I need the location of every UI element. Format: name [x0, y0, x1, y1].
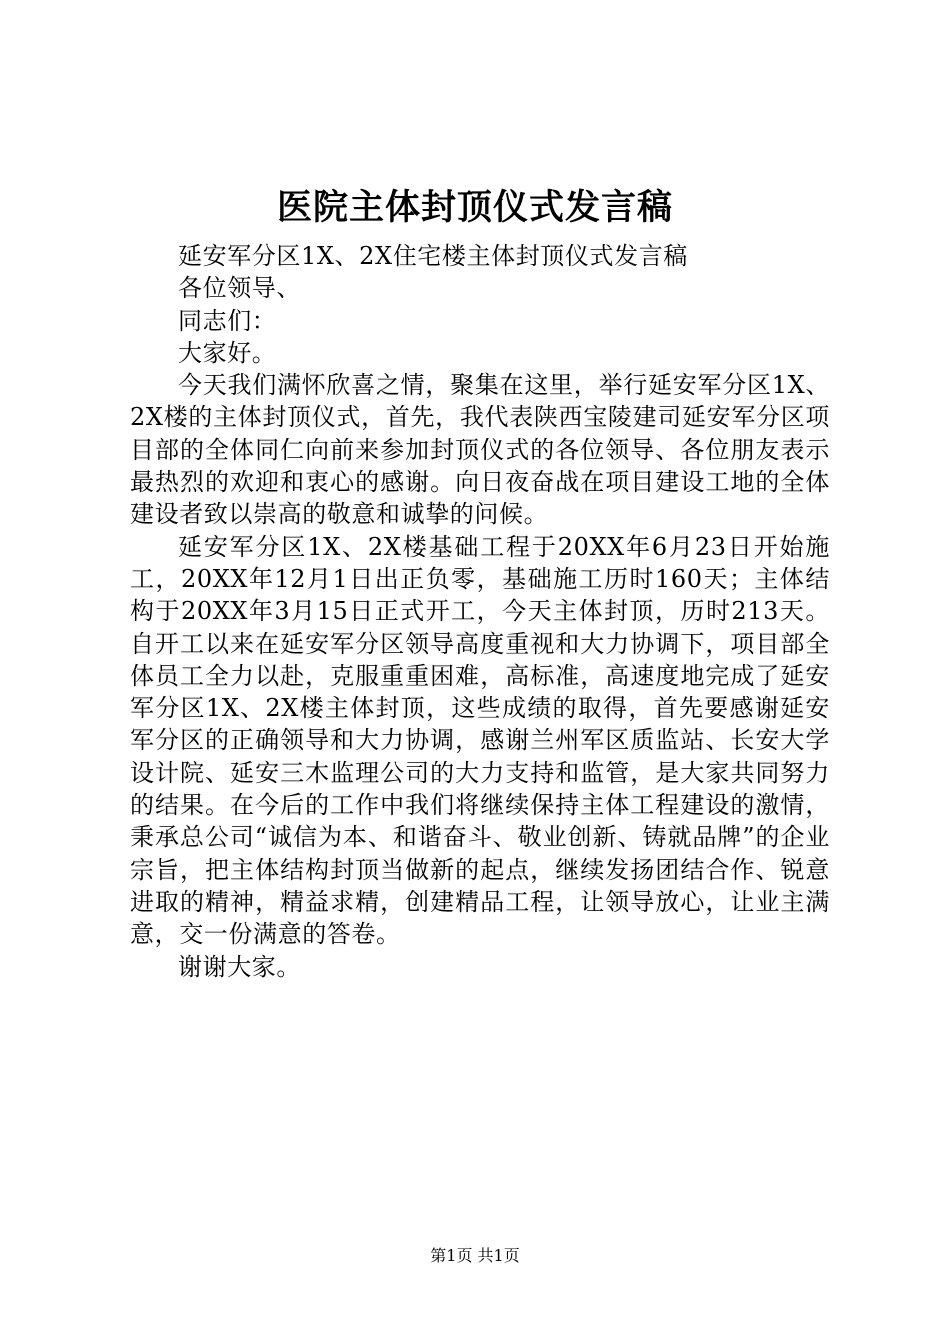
- paragraph-salutation-leaders: 各位领导、: [178, 274, 301, 303]
- paragraph-greeting: 大家好。: [178, 338, 277, 367]
- page-footer: 第1页 共1页: [430, 1246, 520, 1265]
- paragraph-main: 延安军分区1X、2X楼基础工程于20XX年6月23日开始施工，20XX年12月1日出正负零，基础施工历时160天；主体结构于20XX年3月15日正式开工，今天主体封顶，历时213天。自开工以来在延安军分区领导高度重视和大力协调下，项目部全体员工全力以赴，克服重重困难，高标准，高速度地完成了延安军分区1X、2X楼主体封顶，这些成绩的取得，首先要感谢延安军分区的正确领导和大力协调，感谢兰州军区质监站、长安大学设计院、延安三木监理公司的大力支持和监管，是大家共同努力的结果。在今后的工作中我们将继续保持主体工程建设的激情，秉承总公司“诚信为本、和谐奋斗、敬业创新、铸就品牌”的企业宗旨，把主体结构封顶当做新的起点，继续发扬团结合作、锐意进取的精神，精益求精，创建精品工程，让领导放心，让业主满意，交一份满意的答卷。: [130, 532, 830, 949]
- paragraph-opening: 今天我们满怀欣喜之情，聚集在这里，举行延安军分区1X、2X楼的主体封顶仪式，首先，我代表陕西宝陵建司延安军分区项目部的全体同仁向前来参加封顶仪式的各位领导、各位朋友表示最热烈的欢迎和衷心的感谢。向日夜奋战在项目建设工地的全体建设者致以崇高的敬意和诚挚的问候。: [130, 371, 830, 529]
- paragraph-thanks: 谢谢大家。: [178, 952, 301, 981]
- document-title: 医院主体封顶仪式发言稿: [276, 187, 673, 228]
- document-body: [130, 210, 830, 983]
- paragraph-subtitle: 延安军分区1X、2X住宅楼主体封顶仪式发言稿: [178, 242, 688, 270]
- paragraph-salutation-comrades: 同志们：: [178, 306, 277, 335]
